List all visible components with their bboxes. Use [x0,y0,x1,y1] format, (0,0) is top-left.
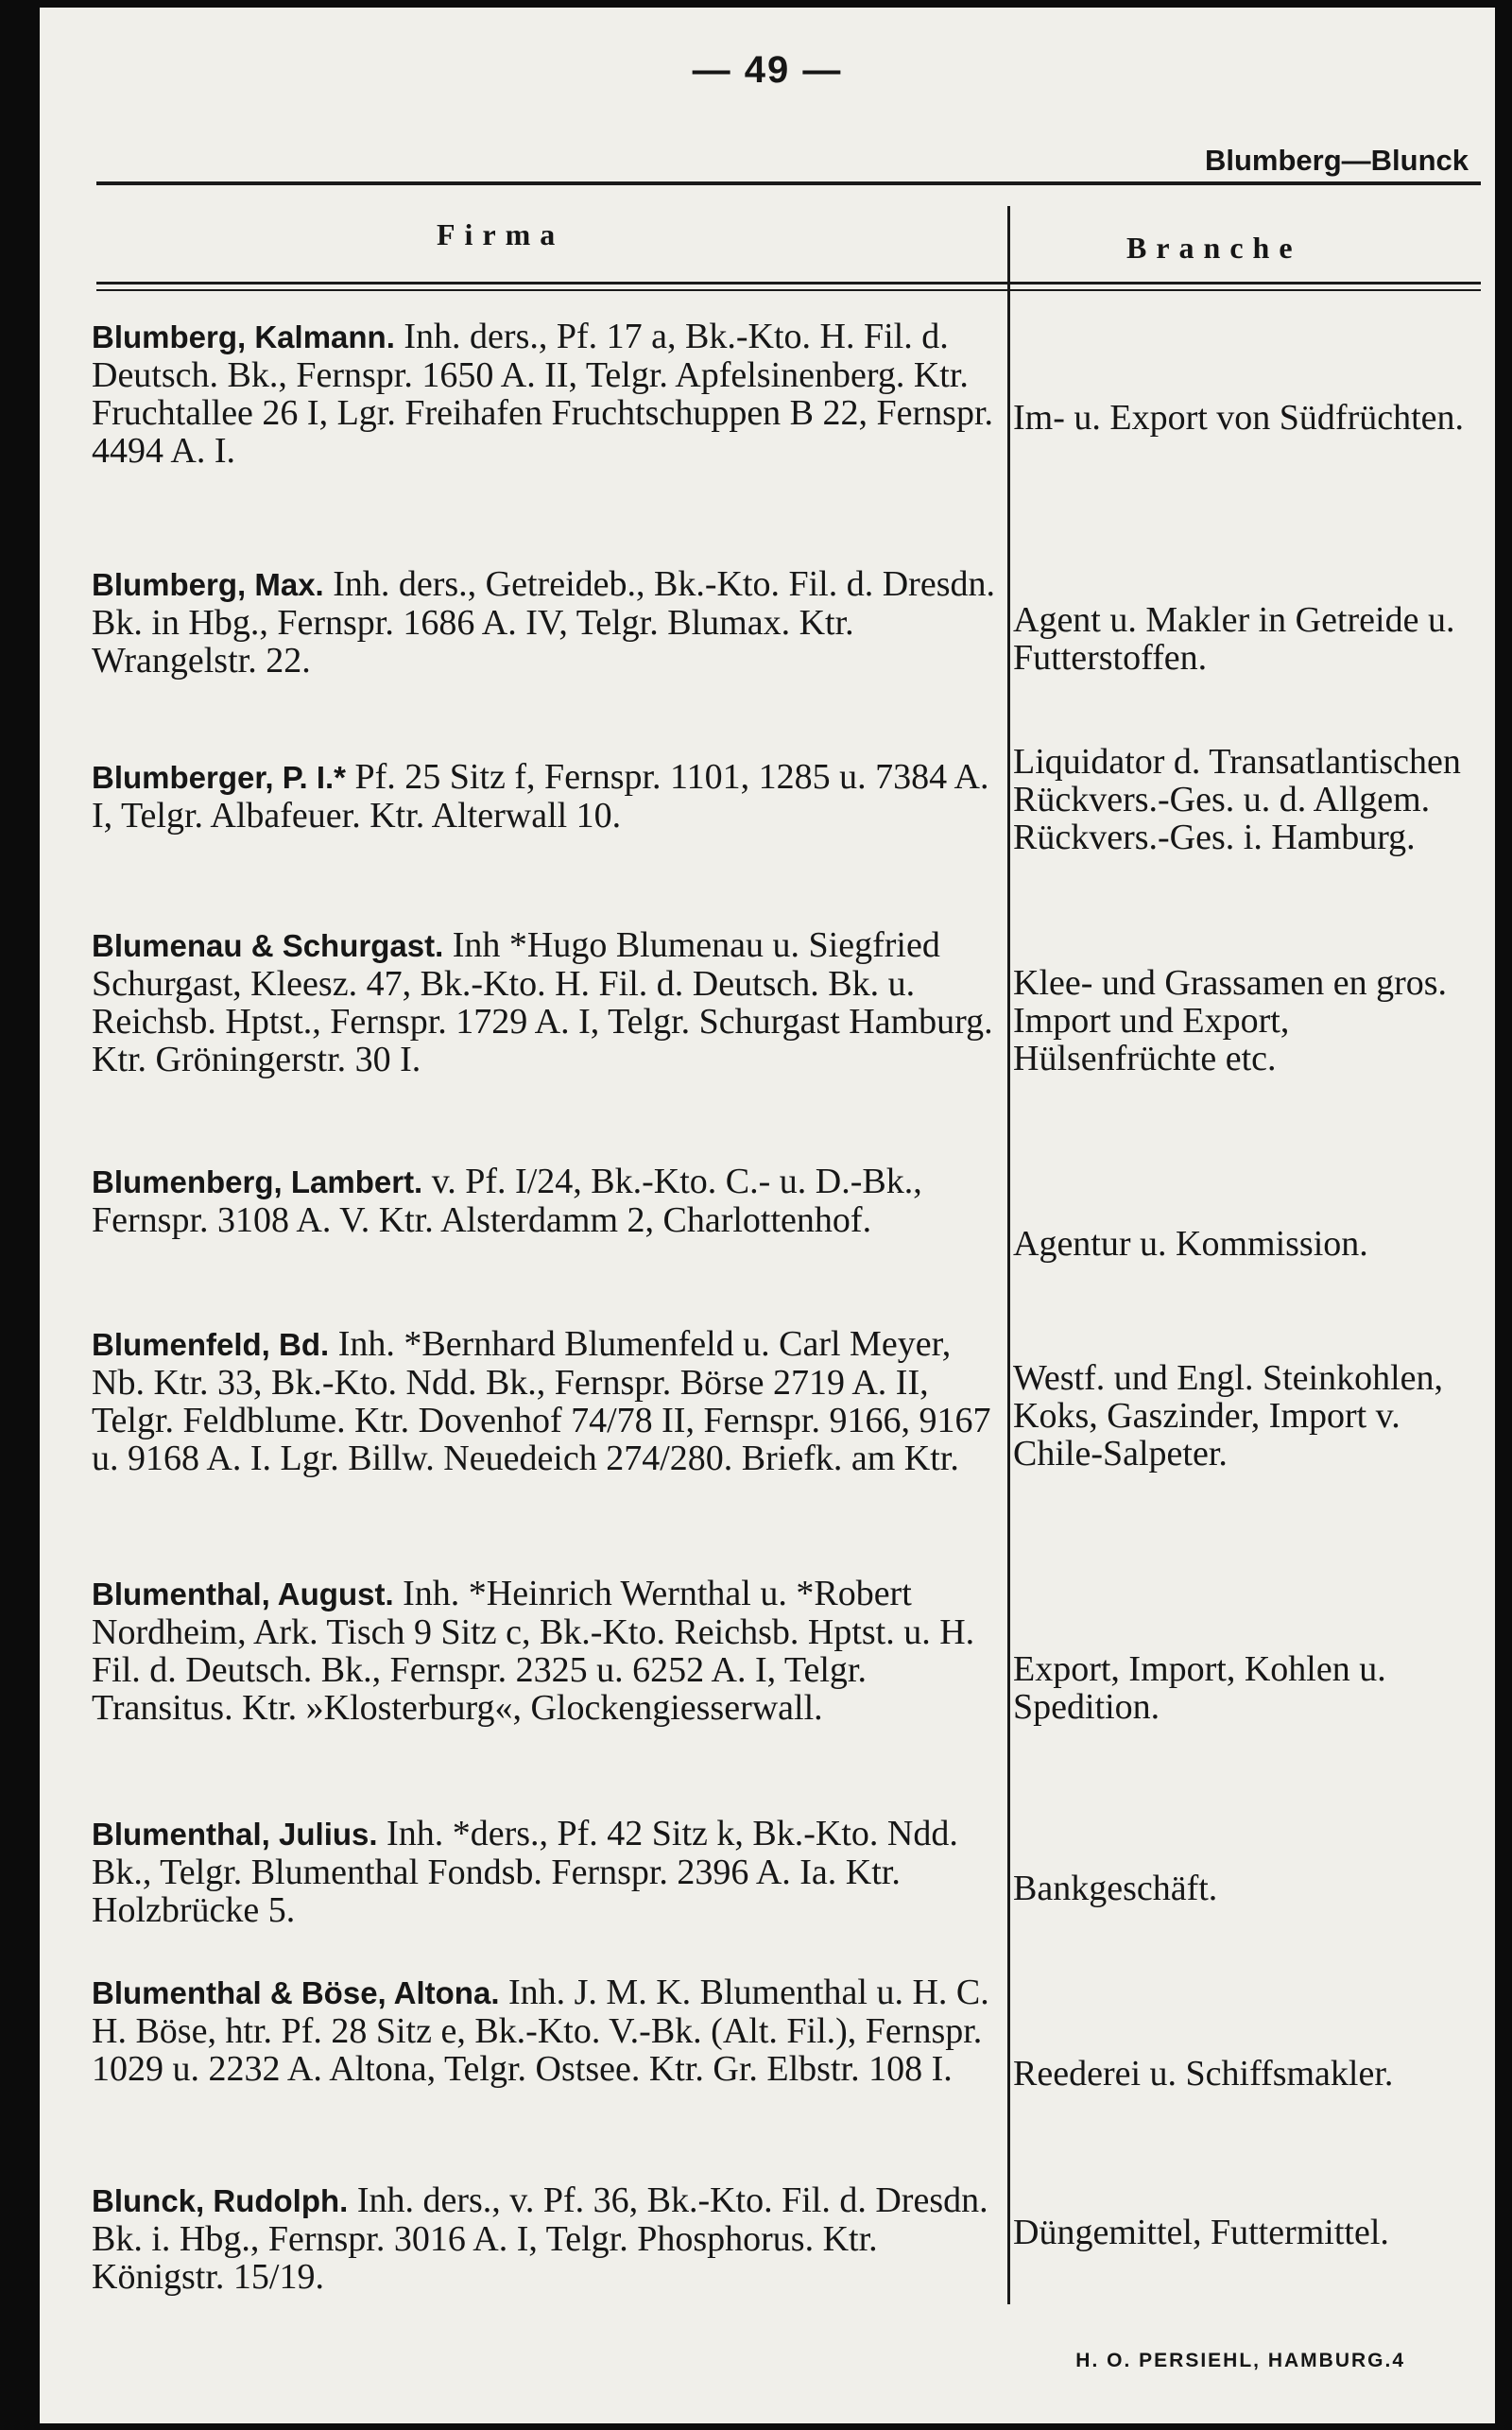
entry-name: Blumenau & Schurgast. [92,928,444,963]
top-rule [96,181,1481,185]
entry-text: Inh. *ders., Pf. 42 Sitz k, Bk.-Kto. Ndd. Bk., Telgr. Blumenthal Fondsb. Fernspr. 2396 A. Ia. Ktr. Holzbrücke 5. [92,1814,958,1930]
directory-entry [92,565,1008,680]
entry-name: Blumberger, P. I.* [92,760,346,795]
entry-name: Blumenthal, Julius. [92,1817,378,1852]
entry-branch: Reederei u. Schiffsmakler. [1013,2054,1394,2094]
entry-branch: Liquidator d. Transatlantischen Rückvers.-Ges. u. d. Allgem. Rückvers.-Ges. i. Hamburg. [1013,742,1461,857]
entry-name: Blunck, Rudolph. [92,2183,349,2218]
column-header-firma: Firma [437,217,565,251]
entry-branch: Export, Import, Kohlen u. Spedition. [1013,1649,1386,1727]
directory-entry [92,1815,1008,1929]
entry-text: Inh *Hugo Blumenau u. Siegfried Schurgast, Kleesz. 47, Bk.-Kto. H. Fil. d. Deutsch. Bk. u. Reichsb. Hptst., Fernspr. 1729 A. I, Telgr. Schurgast Hamburg. Ktr. Gröningerstr. 30 I. [92,925,993,1079]
directory-entry [92,1325,1008,1477]
entry-branch: Westf. und Engl. Steinkohlen, Koks, Gaszinder, Import v. Chile-Salpeter. [1013,1358,1443,1474]
header-rule-lower [96,289,1481,291]
header-rule-upper [96,282,1481,284]
entry-branch: Agentur u. Kommission. [1013,1224,1368,1264]
entry-name: Blumenthal, August. [92,1577,394,1611]
directory-entry [92,926,1008,1078]
directory-entry [92,318,1008,470]
entry-text: Inh. ders., v. Pf. 36, Bk.-Kto. Fil. d. Dresdn. Bk. i. Hbg., Fernspr. 3016 A. I, Telgr. Phosphorus. Ktr. Königstr. 15/19. [92,2180,988,2297]
entry-branch: Bankgeschäft. [1013,1869,1218,1908]
entry-name: Blumenthal & Böse, Altona. [92,1975,500,2010]
entry-text: Inh. *Heinrich Wernthal u. *Robert Nordheim, Ark. Tisch 9 Sitz c, Bk.-Kto. Reichsb. Hptst. u. H. Fil. d. Deutsch. Bk., Fernspr. 2325 u. 6252 A. I, Telgr. Transitus. Ktr. »Klosterburg«, Glockengiesserwall. [92,1574,975,1728]
entry-text: Inh. ders., Getreideb., Bk.-Kto. Fil. d. Dresdn. Bk. in Hbg., Fernspr. 1686 A. IV, Telgr. Blumax. Ktr. Wrangelstr. 22. [92,564,995,681]
entry-text: v. Pf. I/24, Bk.-Kto. C.- u. D.-Bk., Fernspr. 3108 A. V. Ktr. Alsterdamm 2, Charlottenhof. [92,1162,922,1240]
directory-entry [92,758,1008,835]
entry-branch: Agent u. Makler in Getreide u. Futterstoffen. [1013,600,1455,678]
directory-entry [92,1163,1008,1239]
running-head: Blumberg—Blunck [1204,144,1469,177]
entry-name: Blumberg, Kalmann. [92,319,395,354]
directory-page [40,8,1495,2423]
directory-entry [92,1973,1008,2088]
entry-text: Pf. 25 Sitz f, Fernspr. 1101, 1285 u. 7384 A. I, Telgr. Albafeuer. Ktr. Alterwall 10. [92,757,989,836]
directory-entry [92,2181,1008,2296]
entry-name: Blumenberg, Lambert. [92,1164,423,1199]
entry-branch: Düngemittel, Futtermittel. [1013,2213,1389,2252]
entry-branch: Im- u. Export von Südfrüchten. [1013,398,1465,438]
entry-text: Inh. *Bernhard Blumenfeld u. Carl Meyer, Nb. Ktr. 33, Bk.-Kto. Ndd. Bk., Fernspr. Börse 2719 A. II, Telgr. Feldblume. Ktr. Dovenhof 74/78 II, Fernspr. 9166, 9167 u. 9168 A. I. Lgr. Billw. Neuedeich 274/280. Briefk. am Ktr. [92,1324,991,1478]
entry-text: Inh. J. M. K. Blumenthal u. H. C. H. Böse, htr. Pf. 28 Sitz e, Bk.-Kto. V.-Bk. (Alt. Fil.), Fernspr. 1029 u. 2232 A. Altona, Telgr. Ostsee. Ktr. Gr. Elbstr. 108 I. [92,1973,989,2089]
entry-branch: Klee- und Grassamen en gros. Import und Export, Hülsenfrüchte etc. [1013,963,1448,1078]
entry-name: Blumenfeld, Bd. [92,1327,330,1362]
column-header-branche: Branche [1126,231,1302,265]
entry-text: Inh. ders., Pf. 17 a, Bk.-Kto. H. Fil. d. Deutsch. Bk., Fernspr. 1650 A. II, Telgr. Apfelsinenberg. Ktr. Fruchtallee 26 I, Lgr. Freihafen Fruchtschuppen B 22, Fernspr. 4494 A. I. [92,317,994,471]
directory-entry [92,1575,1008,1727]
entry-name: Blumberg, Max. [92,567,324,602]
page-number: — 49 — [692,49,843,91]
printer-imprint: H. O. PERSIEHL, HAMBURG.4 [1075,2350,1405,2371]
